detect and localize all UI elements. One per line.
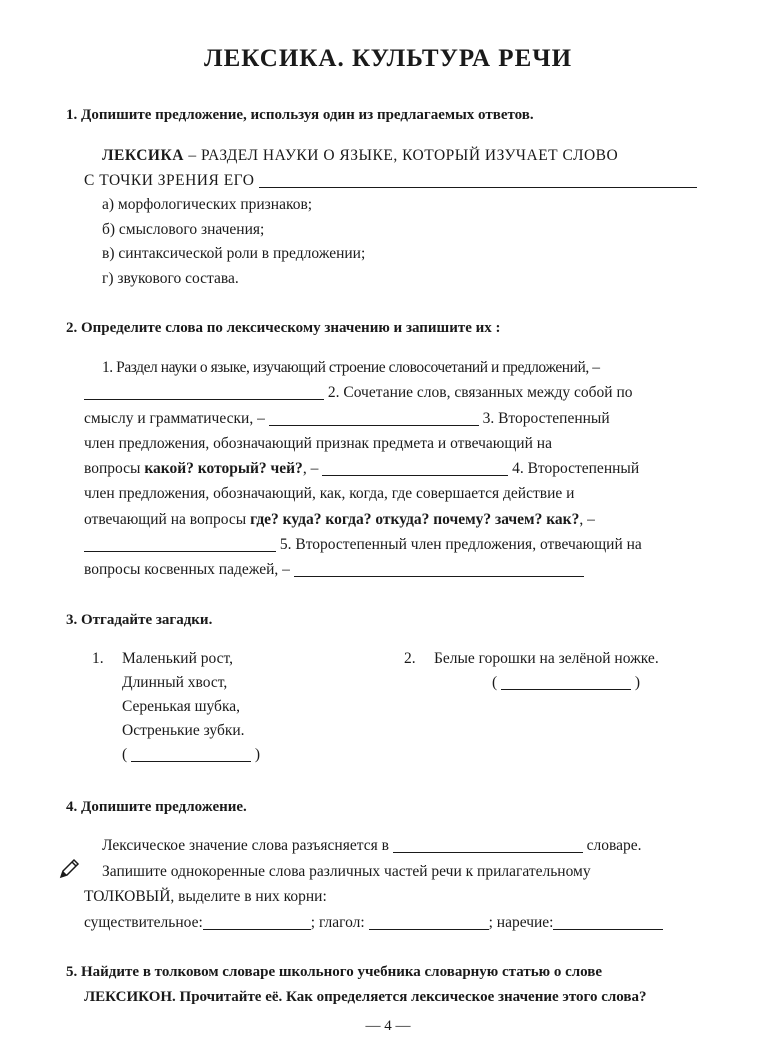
pencil-icon	[58, 858, 80, 880]
option-a: а) морфологических признаков;	[102, 196, 313, 213]
answer-line-2-1[interactable]	[84, 383, 324, 400]
riddle-2: 2. Белые горошки на зелёной ножке. ( )	[404, 650, 659, 691]
task2-text: 1. Раздел науки о языке, изучающий строение словосочетаний и предложений, – 2. Сочетание слов, связанных между собой по смыслу и грамматически, – 3. Второстепенный член предложения, обозначающий признак предмета и отвечающий на вопросы какой? который? чей?, – 4. Второстепенный член предложения, обозначающий, как, когда, где совершается действие и отвечающий на вопросы где? куда? когда? откуда? почему? зачем? как?, – 5. Второстепенный член предложения, отвечающий на вопросы косвенных падежей, –	[84, 359, 642, 579]
page-number: — 4 —	[365, 1018, 411, 1034]
riddle-1: 1. Маленький рост, Длинный хвост, Серенькая шубка, Остренькие зубки. ( )	[92, 650, 261, 763]
option-b: б) смыслового значения;	[102, 220, 265, 238]
task5-text: 5. Найдите в толковом словаре школьного учебника словарную статью о слове ЛЕКСИКОН. Прочитайте её. Как определяется лексическое значение этого слова?	[66, 964, 647, 1005]
adverb-answer[interactable]	[553, 913, 663, 930]
answer-line-1[interactable]	[259, 171, 697, 188]
option-c: в) синтаксической роли в предложении;	[102, 245, 366, 262]
task1-sentence	[84, 143, 731, 193]
riddle-2-answer[interactable]	[501, 673, 631, 690]
task2-heading: 2. Определите слова по лексическому значению и запишите их :	[66, 320, 501, 336]
task1-line2: С ТОЧКИ ЗРЕНИЯ ЕГО	[84, 172, 255, 189]
answer-line-2-3[interactable]	[322, 459, 508, 476]
task1-heading: 1. Допишите предложение, используя один из предлагаемых ответов.	[66, 107, 534, 123]
riddle-1-answer[interactable]	[131, 745, 251, 762]
task4-heading: 4. Допишите предложение.	[66, 799, 247, 815]
task3-heading: 3. Отгадайте загадки.	[66, 612, 213, 628]
task4-text: Лексическое значение слова разъясняется в словаре. Запишите однокоренные слова различных частей речи к прилагательному ТОЛКОВЫЙ, выделите в них корни: существительное: ; глагол: ; наречие:	[84, 833, 731, 935]
task1-line1: – РАЗДЕЛ НАУКИ О ЯЗЫКЕ, КОТОРЫЙ ИЗУЧАЕТ СЛОВО	[183, 147, 619, 164]
verb-answer[interactable]	[369, 913, 489, 930]
noun-answer[interactable]	[203, 913, 311, 930]
option-d: г) звукового состава.	[102, 269, 239, 287]
dictionary-answer[interactable]	[393, 836, 583, 853]
task1-term: ЛЕКСИКА	[102, 147, 184, 164]
task1-options	[102, 193, 365, 291]
page-title: ЛЕКСИКА. КУЛЬТУРА РЕЧИ	[203, 45, 573, 72]
answer-line-2-2[interactable]	[269, 409, 479, 426]
answer-line-2-5[interactable]	[294, 560, 584, 577]
answer-line-2-4[interactable]	[84, 535, 276, 552]
